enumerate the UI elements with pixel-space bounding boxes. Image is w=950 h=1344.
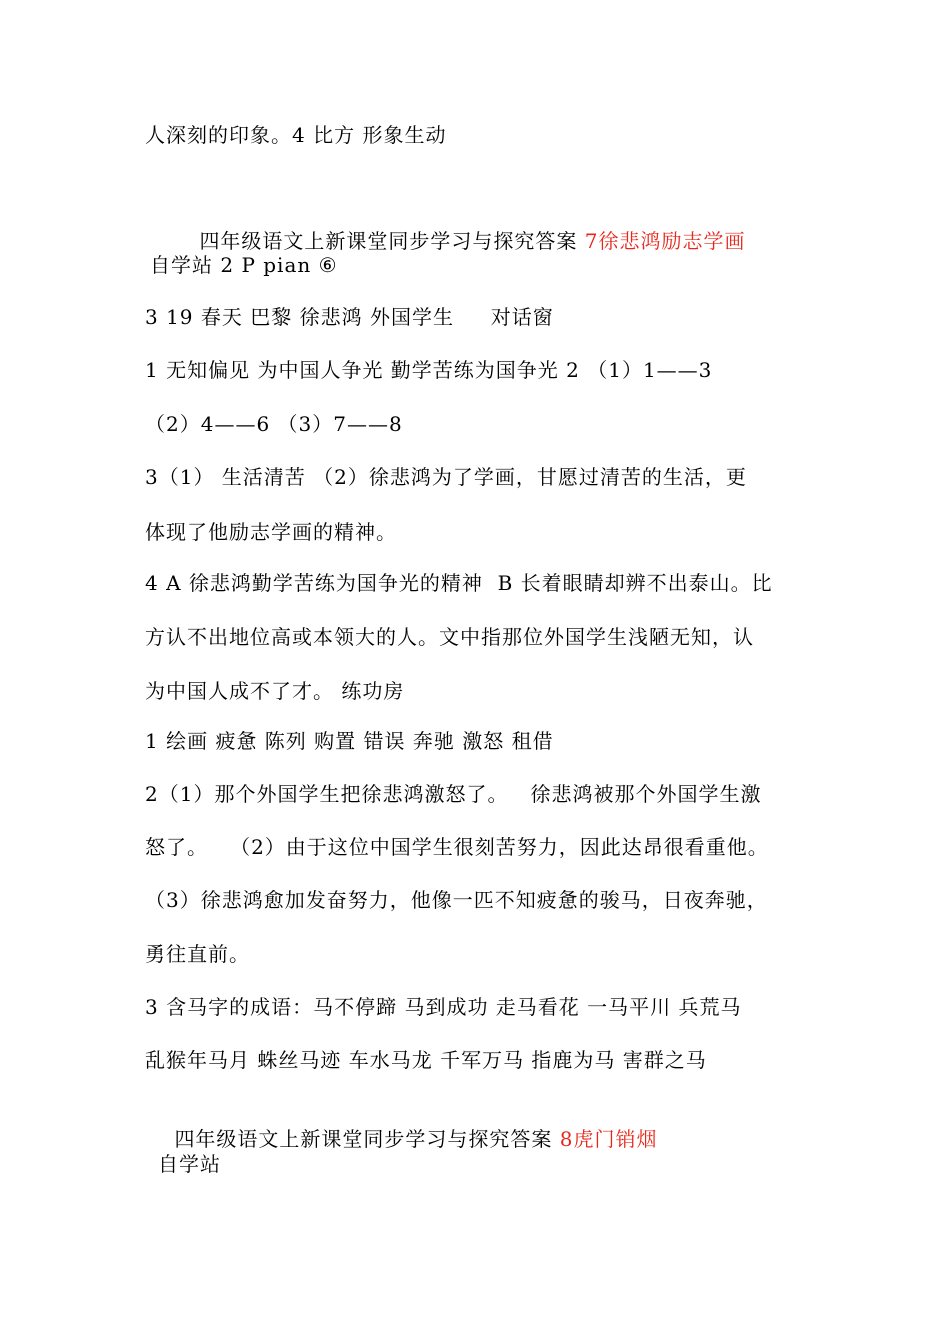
text-line-1: 人深刻的印象。4 比方 形象生动	[145, 123, 447, 147]
text-line-17: 3 含马字的成语：马不停蹄 马到成功 走马看花 一马平川 兵荒马	[145, 995, 742, 1019]
text-line-14: 怒了。 （2）由于这位中国学生很刻苦努力，因此达昂很看重他。	[145, 835, 769, 859]
text-line-13: 2（1）那个外国学生把徐悲鸿激怒了。 徐悲鸿被那个外国学生激	[145, 782, 762, 806]
text-line-6: （2）4——6 （3）7——8	[145, 412, 403, 436]
text-line-4: 3 19 春天 巴黎 徐悲鸿 外国学生 对话窗	[145, 305, 554, 329]
heading-prefix: 四年级语文上新课堂同步学习与探究答案	[199, 229, 585, 253]
text-line-15: （3）徐悲鸿愈加发奋努力，他像一匹不知疲惫的骏马，日夜奔驰，	[145, 888, 768, 912]
text-line-18: 乱猴年马月 蛛丝马迹 车水马龙 千军万马 指鹿为马 害群之马	[145, 1048, 707, 1072]
lesson-title-8: 8虎门销烟	[559, 1127, 658, 1151]
text-line-8: 体现了他励志学画的精神。	[145, 520, 397, 544]
text-line-20: 自学站	[158, 1152, 221, 1176]
text-line-3: 自学站 2 P pian ⑥	[150, 253, 338, 277]
text-line-10: 方认不出地位高或本领大的人。文中指那位外国学生浅陋无知，认	[145, 625, 754, 649]
text-line-12: 1 绘画 疲惫 陈列 购置 错误 奔驰 激怒 租借	[145, 729, 554, 753]
text-line-7: 3（1） 生活清苦 （2）徐悲鸿为了学画，甘愿过清苦的生活，更	[145, 465, 747, 489]
text-line-16: 勇往直前。	[145, 942, 250, 966]
text-line-9: 4 A 徐悲鸿勤学苦练为国争光的精神 B 长着眼睛却辨不出泰山。比	[145, 571, 773, 595]
text-line-5: 1 无知偏见 为中国人争光 勤学苦练为国争光 2 （1）1——3	[145, 358, 713, 382]
heading-prefix: 四年级语文上新课堂同步学习与探究答案	[174, 1127, 560, 1151]
text-line-11: 为中国人成不了才。 练功房	[145, 679, 405, 703]
lesson-title-7: 7徐悲鸿励志学画	[584, 229, 746, 253]
section-heading-8	[145, 1097, 658, 1181]
